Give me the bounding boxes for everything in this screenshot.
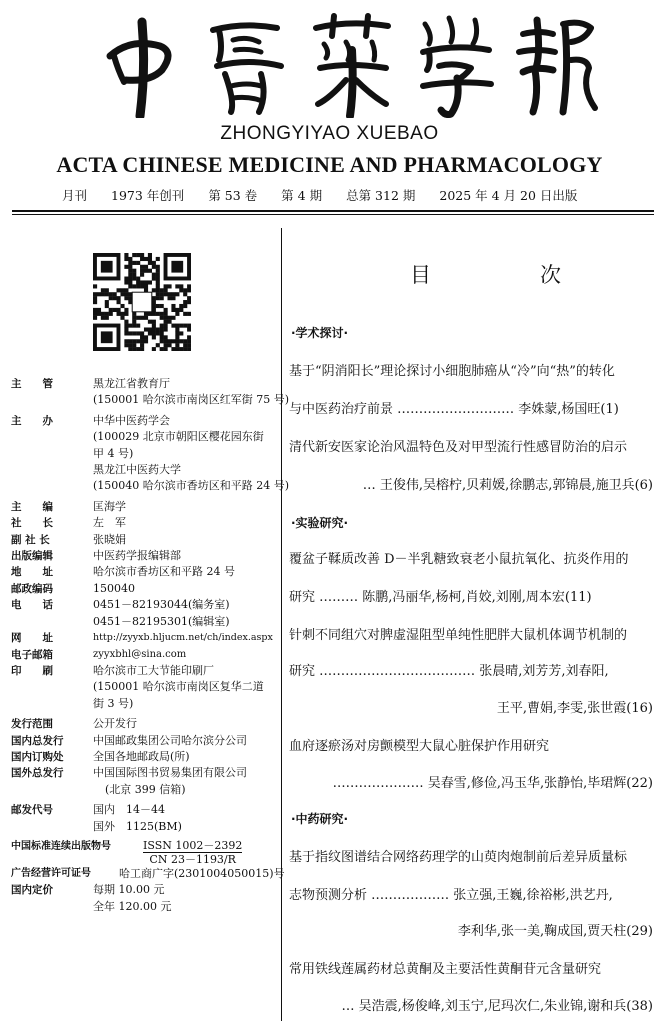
toc-article-authors[interactable]: 与中医药治疗前景 ……………………… 李姝蒙,杨国旺(1)	[289, 402, 619, 417]
toc-article-authors[interactable]: 王平,曹娟,李雯,张世霞(16)	[496, 701, 653, 716]
cn-number: CN 23－1193/R	[149, 852, 236, 866]
info-value: (北京 399 信箱)	[105, 782, 186, 796]
info-label: 邮发代号	[11, 804, 53, 817]
email-link[interactable]: zyyxbhl@sina.com	[93, 648, 187, 660]
toc-article-authors[interactable]: 研究 ……………………………… 张晨晴,刘芳芳,刘春阳,	[289, 664, 609, 679]
toc-article-title[interactable]: 针刺不同组穴对脾虚湿阻型单纯性肥胖大鼠机体调节机制的	[289, 628, 628, 643]
toc-article-authors[interactable]: 志物预测分析 ……………… 张立强,王巍,徐裕彬,洪艺丹,	[289, 888, 613, 903]
info-row	[11, 647, 279, 663]
info-value: 左 军	[93, 516, 126, 530]
info-value: 街 3 号)	[93, 696, 134, 710]
info-row	[11, 564, 279, 580]
info-value: 哈尔滨市香坊区和平路 24 号	[93, 565, 235, 579]
founded-year: 1973 年创刊	[111, 188, 185, 203]
info-label: 网 址	[11, 632, 53, 645]
info-label: 主 办	[11, 414, 53, 427]
info-row	[11, 515, 279, 531]
issn-label: 中国标准连续出版物号	[11, 840, 111, 852]
info-value: 张晓娟	[93, 532, 126, 546]
toc-section-heading: ·实验研究·	[291, 516, 349, 530]
info-value: (150040 哈尔滨市香坊区和平路 24 号)	[93, 479, 290, 493]
toc-article-title[interactable]: 清代新安医家论治风温特色及对甲型流行性感冒防治的启示	[289, 440, 628, 455]
frequency: 月刊	[62, 188, 88, 203]
price-value: 全年 120.00 元	[93, 899, 172, 913]
info-label: 电 话	[11, 599, 53, 612]
header-rule	[12, 210, 654, 212]
info-label: 发行范围	[11, 718, 53, 731]
issue-number: 第 4 期	[281, 188, 323, 203]
toc-article-authors[interactable]: ………………… 吴春雪,修俭,冯玉华,张静怡,毕珺辉(22)	[332, 776, 653, 791]
info-value: 甲 4 号)	[93, 446, 134, 460]
license-row	[11, 866, 285, 882]
toc-article-title[interactable]: 覆盆子鞣质改善 D－半乳糖致衰老小鼠抗氧化、抗炎作用的	[289, 552, 629, 567]
info-row	[11, 499, 279, 515]
license-value: 哈工商广字(2301004050015)号	[119, 866, 285, 880]
info-label: 国内总发行	[11, 734, 64, 747]
info-value: (100029 北京市朝阳区樱花园东街	[93, 430, 264, 444]
toc-article-title[interactable]: 常用铁线莲属药材总黄酮及主要活性黄酮苷元含量研究	[289, 962, 602, 977]
issue-info-line	[62, 186, 622, 204]
info-value: 中华中医药学会	[93, 413, 170, 427]
info-label: 主 管	[11, 378, 53, 390]
info-label: 副 社 长	[11, 533, 50, 546]
price-value: 每期 10.00 元	[93, 883, 165, 897]
info-row	[11, 429, 279, 445]
info-label: 国外总发行	[11, 767, 64, 780]
toc-section-heading: ·中药研究·	[291, 812, 349, 826]
info-value: 哈尔滨市工大节能印刷厂	[93, 663, 214, 677]
toc-article-authors[interactable]: 研究 ……… 陈鹏,冯丽华,杨柯,肖姣,刘刚,周本宏(11)	[289, 590, 592, 605]
price-row	[11, 882, 279, 898]
toc-section-heading: ·学术探讨·	[291, 326, 349, 340]
journal-calligraphy-logo	[0, 8, 659, 118]
info-row	[11, 478, 290, 494]
info-row	[11, 376, 279, 392]
info-label: 印 刷	[11, 664, 53, 677]
info-value: 150040	[93, 581, 135, 595]
toc-article-title[interactable]: 基于指纹图谱结合网络药理学的山萸肉炮制前后差异质量标	[289, 850, 628, 865]
info-value: 公开发行	[93, 717, 137, 731]
toc-article-authors[interactable]: … 王俊伟,吴榕柠,贝莉媛,徐鹏志,郭锦晨,施卫兵(6)	[362, 478, 653, 493]
info-row	[11, 819, 279, 835]
info-value: 黑龙江省教育厅	[93, 377, 170, 390]
info-row	[11, 663, 279, 679]
info-value: 黑龙江中医药大学	[93, 463, 181, 477]
toc-article-authors[interactable]: 李利华,张一美,鞠成国,贾天柱(29)	[457, 924, 653, 939]
volume: 第 53 卷	[208, 188, 258, 203]
header-rule-thin	[12, 214, 654, 215]
info-value: (150001 哈尔滨市南岗区红军街 75 号)	[93, 393, 290, 407]
info-label: 国内订购处	[11, 750, 64, 763]
column-divider	[281, 228, 282, 1021]
price-row	[11, 899, 279, 915]
info-row	[11, 548, 279, 564]
info-value: 国外 1125(BM)	[93, 819, 182, 833]
info-row	[11, 614, 279, 630]
info-value: 全国各地邮政局(所)	[93, 749, 190, 763]
info-row	[11, 765, 279, 781]
info-row	[11, 392, 290, 408]
publication-info	[11, 376, 290, 915]
info-label: 主 编	[11, 500, 53, 513]
info-label: 社 长	[11, 517, 53, 530]
toc-title: 目 次	[410, 263, 605, 287]
info-row	[11, 446, 279, 462]
toc-article-authors[interactable]: … 吴浩震,杨俊峰,刘玉宁,尼玛次仁,朱业锦,谢和兵(38)	[341, 999, 653, 1014]
website-link[interactable]: http://zyyxb.hljucm.net/ch/index.aspx	[93, 632, 273, 644]
info-value: 中医药学报编辑部	[93, 549, 181, 563]
info-row	[11, 597, 279, 613]
info-value: 国内 14－44	[93, 803, 165, 817]
issn-row	[11, 839, 279, 866]
info-row	[11, 716, 279, 732]
info-value: 0451－82195301(编辑室)	[93, 614, 230, 628]
info-label: 出版编辑	[11, 550, 53, 563]
toc-article-title[interactable]: 基于“阴消阳长”理论探讨小细胞肺癌从“冷”向“热”的转化	[289, 364, 615, 379]
info-row	[11, 630, 279, 646]
license-label: 广告经营许可证号	[11, 867, 91, 879]
journal-pinyin-title: ZHONGYIYAO XUEBAO	[220, 123, 439, 144]
info-row	[11, 413, 279, 429]
issn-number: ISSN 1002－2392	[143, 838, 243, 852]
issn-cn-number	[143, 839, 242, 866]
info-value: (150001 哈尔滨市南岗区复华二道	[93, 680, 264, 694]
info-row	[11, 532, 279, 548]
qr-code-image	[93, 253, 191, 351]
info-label: 邮政编码	[11, 582, 53, 595]
info-row	[11, 733, 279, 749]
info-value: 中国邮政集团公司哈尔滨分公司	[93, 733, 247, 747]
info-row	[11, 581, 279, 597]
info-row	[11, 696, 279, 712]
toc-article-title[interactable]: 血府逐瘀汤对房颤模型大鼠心脏保护作用研究	[289, 739, 550, 754]
info-label: 地 址	[11, 566, 53, 579]
publish-date: 2025 年 4 月 20 日出版	[439, 188, 578, 203]
info-row	[11, 749, 279, 765]
info-row	[11, 679, 279, 695]
info-row	[11, 782, 279, 798]
info-value: 匡海学	[93, 499, 126, 513]
info-label: 电子邮箱	[11, 648, 53, 661]
journal-english-title: ACTA CHINESE MEDICINE AND PHARMACOLOGY	[56, 152, 603, 177]
price-label: 国内定价	[11, 884, 53, 897]
info-value: 0451－82193044(编务室)	[93, 598, 230, 612]
info-row	[11, 802, 279, 818]
info-row	[11, 462, 279, 478]
info-value: 中国国际图书贸易集团有限公司	[93, 766, 247, 780]
total-issue: 总第 312 期	[346, 188, 416, 203]
